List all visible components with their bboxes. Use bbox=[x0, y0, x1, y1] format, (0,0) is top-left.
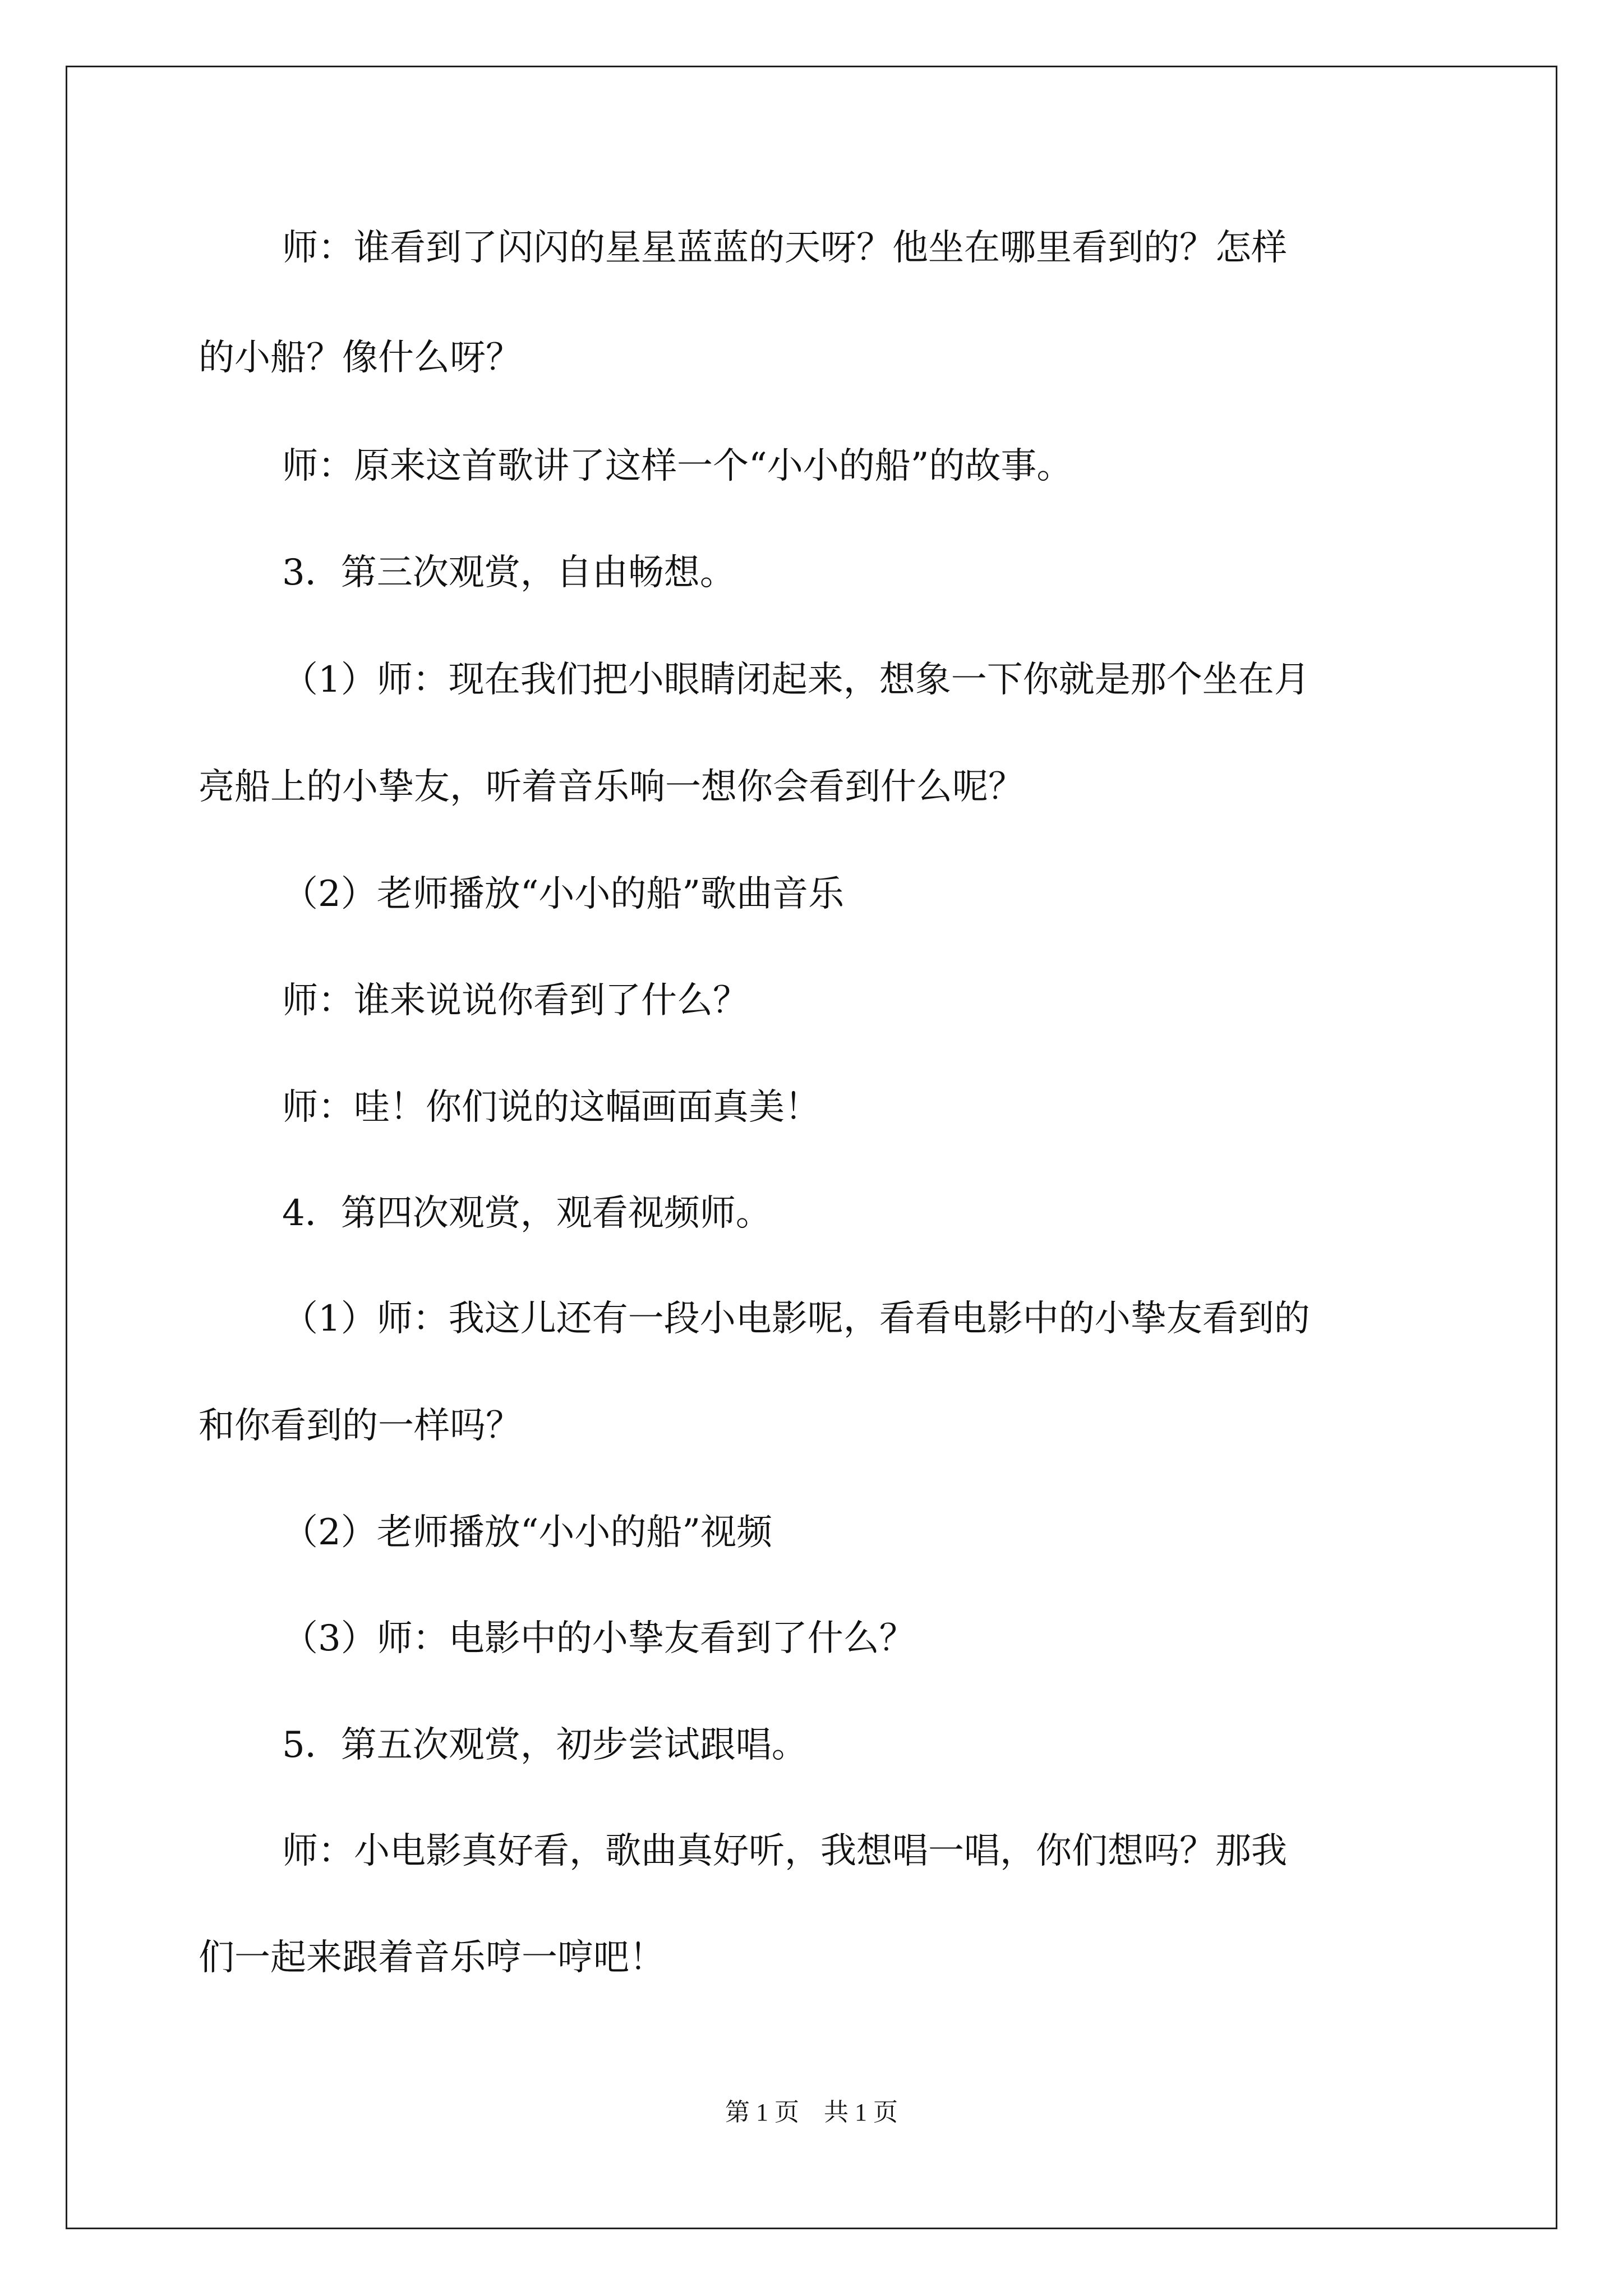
paragraph-line: 和你看到的一样吗？ bbox=[199, 1405, 522, 1447]
paragraph-line: 们一起来跟着音乐哼一哼吧！ bbox=[199, 1937, 665, 1978]
section-heading: 4．第四次观赏，观看视频师。 bbox=[282, 1193, 772, 1234]
paragraph-line: 师：谁看到了闪闪的星星蓝蓝的天呀？他坐在哪里看到的？怎样 bbox=[282, 227, 1287, 269]
section-heading: 5．第五次观赏，初步尝试跟唱。 bbox=[282, 1724, 808, 1766]
paragraph-line: （2）老师播放“小小的船”视频 bbox=[282, 1512, 773, 1553]
paragraph-line: 的小船？像什么呀？ bbox=[199, 337, 522, 379]
paragraph-line: 师：小电影真好看，歌曲真好听，我想唱一唱，你们想吗？那我 bbox=[282, 1830, 1287, 1872]
paragraph-line: 师：哇！你们说的这幅画面真美！ bbox=[282, 1087, 820, 1128]
paragraph-line: 师：谁来说说你看到了什么？ bbox=[282, 980, 749, 1022]
section-heading: 3．第三次观赏，自由畅想。 bbox=[282, 552, 736, 593]
paragraph-line: （2）老师播放“小小的船”歌曲音乐 bbox=[282, 873, 845, 915]
page-frame bbox=[66, 66, 1557, 2229]
paragraph-line: （3）师：电影中的小挚友看到了什么？ bbox=[282, 1618, 915, 1659]
paragraph-line: 师：原来这首歌讲了这样一个“小小的船”的故事。 bbox=[282, 445, 1073, 487]
paragraph-line: 亮船上的小挚友，听着音乐响一想你会看到什么呢？ bbox=[199, 766, 1024, 808]
paragraph-line: （1）师：现在我们把小眼睛闭起来，想象一下你就是那个坐在月 bbox=[282, 659, 1310, 701]
paragraph-line: （1）师：我这儿还有一段小电影呢，看看电影中的小挚友看到的 bbox=[282, 1298, 1310, 1340]
page-number-footer: 第 1 页 共 1 页 bbox=[725, 2099, 898, 2126]
